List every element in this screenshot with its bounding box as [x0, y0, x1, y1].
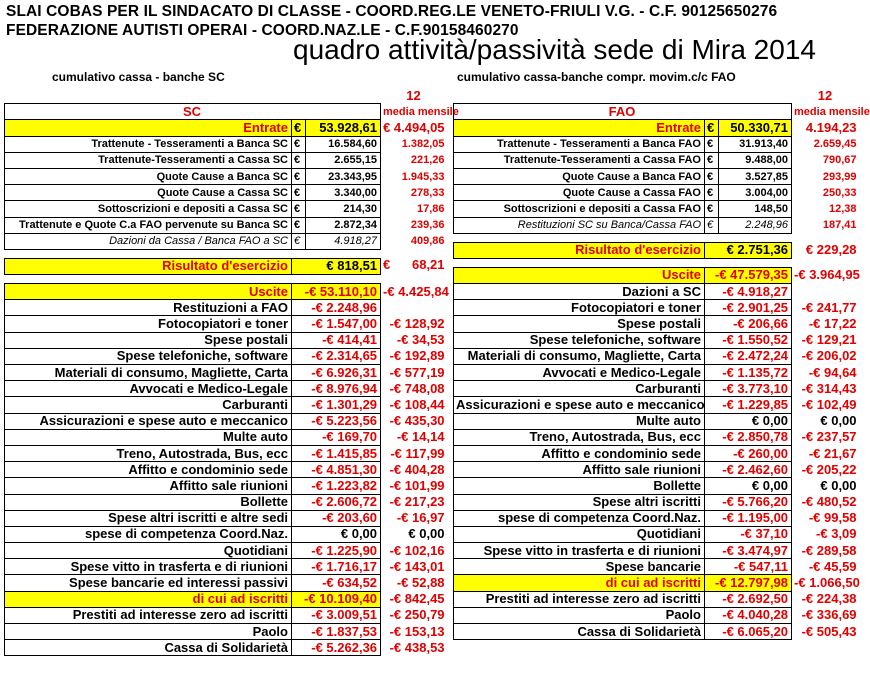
expense-value: -€ 2.850,78	[705, 429, 792, 445]
income-row	[5, 185, 448, 201]
expense-value: € 0,00	[292, 526, 381, 542]
income-label: Quote Cause a Cassa SC	[5, 185, 292, 201]
expense-row	[454, 332, 860, 348]
sub-label: Paolo	[454, 607, 705, 623]
income-media: 221,26	[410, 154, 445, 167]
expense-value: -€ 8.976,94	[292, 381, 381, 397]
expense-media: -€ 3,09	[816, 526, 857, 542]
expense-row	[5, 510, 448, 526]
expense-value: € 0,00	[705, 478, 792, 494]
spacer	[5, 275, 448, 284]
income-label: Quote Cause a Banca SC	[5, 168, 292, 184]
income-media: 239,36	[410, 219, 445, 232]
transfer-value: 2.248,96	[719, 217, 792, 233]
income-row	[5, 217, 448, 233]
uscite-label: Uscite	[454, 267, 705, 283]
expense-row	[454, 429, 860, 445]
currency-symbol: €	[705, 168, 719, 184]
expense-row	[454, 462, 860, 478]
expense-row	[5, 300, 448, 316]
expense-label: Affitto sale riunioni	[454, 462, 705, 478]
currency-symbol: €	[705, 152, 719, 168]
expense-value: -€ 547,11	[705, 559, 792, 575]
currency-symbol: €	[292, 120, 306, 136]
expense-media: -€ 480,52	[801, 494, 857, 510]
di-cui-row	[454, 575, 860, 591]
income-value: 214,30	[306, 201, 381, 217]
income-media: 17,86	[417, 202, 445, 215]
income-row	[454, 152, 860, 168]
expense-value: -€ 634,52	[292, 575, 381, 591]
income-media: 790,67	[822, 154, 857, 167]
uscite-row	[5, 284, 448, 300]
expense-label: Spese altri iscritti	[454, 494, 705, 510]
income-label: Sottoscrizioni e depositi a Cassa FAO	[454, 201, 705, 217]
entrate-label: Entrate	[5, 120, 292, 136]
expense-value: -€ 37,10	[705, 526, 792, 542]
expense-media: -€ 101,99	[389, 477, 445, 493]
expense-value: -€ 3.773,10	[705, 381, 792, 397]
expense-label: spese di competenza Coord.Naz.	[454, 510, 705, 526]
income-media: 293,99	[822, 170, 857, 183]
expense-media: -€ 192,89	[389, 348, 445, 364]
expense-label: Bollette	[5, 494, 292, 510]
expense-row	[5, 494, 448, 510]
currency-symbol: €	[705, 201, 719, 217]
spacer-row	[454, 258, 860, 267]
media-mensile-label: media mensile	[794, 105, 870, 118]
income-label: Trattenute e Quote C.a FAO pervenute su Banca SC	[5, 217, 292, 233]
currency-symbol: €	[292, 185, 306, 201]
transfer-media: 187,41	[822, 219, 857, 232]
entrate-row	[454, 120, 860, 136]
expense-media: -€ 16,97	[396, 510, 445, 526]
income-label: Trattenute - Tesseramenti a Banca SC	[5, 136, 292, 152]
expense-value: -€ 2.472,24	[705, 348, 792, 364]
entrate-label: Entrate	[454, 120, 705, 136]
sub-media: -€ 336,69	[801, 607, 857, 623]
currency-symbol: €	[705, 217, 719, 233]
di-cui-label: di cui ad iscritti	[5, 591, 292, 607]
uscite-media: -€ 4.425,84	[383, 283, 449, 299]
expense-label: Spese vitto in trasferta e di riunioni	[454, 543, 705, 559]
expense-value: -€ 1.135,72	[705, 365, 792, 381]
expense-label: Fotocopiatori e toner	[454, 300, 705, 316]
expense-media: -€ 108,44	[389, 396, 445, 412]
expense-row	[454, 381, 860, 397]
spacer	[454, 258, 860, 267]
expense-value: -€ 260,00	[705, 445, 792, 461]
income-value: 3.527,85	[719, 168, 792, 184]
expense-label: Carburanti	[5, 397, 292, 413]
expense-row	[5, 348, 448, 364]
spacer-row	[5, 275, 448, 284]
entrate-media: 4.194,23	[805, 119, 857, 135]
expense-media: -€ 748,08	[389, 380, 445, 396]
transfer-media: 409,86	[410, 235, 445, 248]
expense-media: -€ 577,19	[389, 364, 445, 380]
income-media: 12,38	[829, 202, 857, 215]
expense-media: -€ 314,43	[801, 380, 857, 396]
sub-media: -€ 505,43	[801, 623, 857, 639]
currency-symbol: €	[292, 152, 306, 168]
months-count: 12	[406, 87, 421, 103]
expense-media: -€ 99,58	[808, 510, 857, 526]
expense-value: -€ 414,41	[292, 332, 381, 348]
expense-label: Treno, Autostrada, Bus, ecc	[454, 429, 705, 445]
income-row	[454, 136, 860, 152]
risultato-value: € 2.751,36	[705, 242, 792, 258]
spacer	[5, 249, 448, 258]
expense-label: Affitto e condominio sede	[5, 462, 292, 478]
sub-value: -€ 6.065,20	[705, 624, 792, 640]
entrate-value: 50.330,71	[719, 120, 792, 136]
expense-media: -€ 45,59	[808, 558, 857, 574]
expense-value: -€ 1.229,85	[705, 397, 792, 413]
income-row	[454, 168, 860, 184]
income-media: 1.945,33	[401, 170, 445, 183]
cell	[454, 88, 792, 104]
currency-symbol: €	[383, 257, 391, 273]
entrate-media: € 4.494,05	[383, 119, 445, 135]
entrate-value: 53.928,61	[306, 120, 381, 136]
expense-label: spese di competenza Coord.Naz.	[5, 526, 292, 542]
expense-value: -€ 4.851,30	[292, 462, 381, 478]
income-label: Quote Cause a Cassa FAO	[454, 185, 705, 201]
income-row	[454, 185, 860, 201]
spacer-row	[5, 249, 448, 258]
expense-label: Bollette	[454, 478, 705, 494]
sub-media: -€ 224,38	[801, 591, 857, 607]
expense-media: -€ 289,58	[801, 542, 857, 558]
expense-value: -€ 1.195,00	[705, 510, 792, 526]
expense-value: -€ 2.606,72	[292, 494, 381, 510]
expense-row	[454, 510, 860, 526]
currency-symbol: €	[705, 185, 719, 201]
income-row	[454, 201, 860, 217]
sub-label: Prestiti ad interesse zero ad iscritti	[5, 607, 292, 623]
expense-label: Assicurazioni e spese auto e meccanico	[454, 397, 705, 413]
expense-value: -€ 2.901,25	[705, 300, 792, 316]
expense-value: -€ 1.301,29	[292, 397, 381, 413]
transfer-row	[5, 233, 448, 249]
expense-value: -€ 2.248,96	[292, 300, 381, 316]
expense-row	[5, 478, 448, 494]
income-label: Trattenute - Tesseramenti a Banca FAO	[454, 136, 705, 152]
expense-row	[5, 332, 448, 348]
expense-media: -€ 205,22	[801, 461, 857, 477]
expense-row	[454, 494, 860, 510]
expense-media: -€ 435,30	[389, 413, 445, 429]
expense-label: Spese postali	[5, 332, 292, 348]
expense-value: -€ 2.314,65	[292, 348, 381, 364]
column-header-row	[5, 104, 448, 120]
entrate-row	[5, 120, 448, 136]
risultato-value: € 818,51	[292, 258, 381, 274]
expense-value: -€ 206,66	[705, 316, 792, 332]
currency-symbol: €	[705, 120, 719, 136]
income-row	[5, 136, 448, 152]
section-head: FAO	[454, 104, 792, 120]
spacer	[454, 233, 860, 242]
expense-label: Spese postali	[454, 316, 705, 332]
expense-media: -€ 404,28	[389, 461, 445, 477]
page-title: quadro attività/passività sede di Mira 2014	[293, 34, 816, 65]
expense-row	[454, 413, 860, 429]
di-cui-row	[5, 591, 448, 607]
transfer-value: 4.918,27	[306, 233, 381, 249]
currency-symbol: €	[292, 201, 306, 217]
expense-media: -€ 52,88	[396, 575, 445, 591]
expense-label: Treno, Autostrada, Bus, ecc	[5, 445, 292, 461]
di-cui-media: -€ 842,45	[389, 591, 445, 607]
column-header-row	[454, 104, 860, 120]
sub-row	[5, 624, 448, 640]
sub-label: Cassa di Solidarietà	[5, 640, 292, 656]
currency-symbol: €	[705, 136, 719, 152]
expense-value: -€ 2.462,60	[705, 462, 792, 478]
risultato-label: Risultato d'esercizio	[5, 258, 292, 274]
expense-row	[454, 316, 860, 332]
expense-media: € 0,00	[408, 526, 445, 542]
expense-row	[5, 559, 448, 575]
income-row	[5, 201, 448, 217]
expense-label: Restituzioni a FAO	[5, 300, 292, 316]
sub-value: -€ 4.040,28	[705, 607, 792, 623]
sub-label: Cassa di Solidarietà	[454, 624, 705, 640]
expense-row	[454, 284, 860, 300]
sub-media: -€ 250,79	[389, 607, 445, 623]
expense-media	[381, 300, 448, 316]
expense-label: Quotidiani	[5, 543, 292, 559]
expense-media: -€ 129,21	[801, 332, 857, 348]
months-row	[454, 88, 860, 104]
expense-row	[454, 478, 860, 494]
income-media: 250,33	[822, 186, 857, 199]
expense-label: Spese bancarie	[454, 559, 705, 575]
income-row	[5, 168, 448, 184]
expense-media: -€ 143,01	[389, 558, 445, 574]
income-label: Sottoscrizioni e depositi a Cassa SC	[5, 201, 292, 217]
di-cui-media: -€ 1.066,50	[794, 575, 860, 591]
expense-label: Fotocopiatori e toner	[5, 316, 292, 332]
expense-row	[5, 429, 448, 445]
media-mensile-label: media mensile	[383, 105, 459, 118]
expense-label: Carburanti	[454, 381, 705, 397]
expense-row	[454, 397, 860, 413]
transfer-label: Restituzioni SC su Banca/Cassa FAO	[454, 217, 705, 233]
expense-row	[454, 559, 860, 575]
expense-value: -€ 1.716,17	[292, 559, 381, 575]
income-value: 148,50	[719, 201, 792, 217]
sub-row	[454, 607, 860, 623]
expense-row	[454, 348, 860, 364]
expense-label: Multe auto	[5, 429, 292, 445]
expense-value: -€ 1.547,00	[292, 316, 381, 332]
expense-label: Avvocati e Medico-Legale	[454, 365, 705, 381]
expense-label: Affitto sale riunioni	[5, 478, 292, 494]
expense-row	[5, 365, 448, 381]
risultato-row	[454, 242, 860, 258]
di-cui-value: -€ 12.797,98	[705, 575, 792, 591]
uscite-label: Uscite	[5, 284, 292, 300]
expense-label: Affitto e condominio sede	[454, 445, 705, 461]
expense-label: Spese altri iscritti e altre sedi	[5, 510, 292, 526]
uscite-value: -€ 47.579,35	[705, 267, 792, 283]
spacer-row	[454, 233, 860, 242]
expense-label: Quotidiani	[454, 526, 705, 542]
expense-label: Avvocati e Medico-Legale	[5, 381, 292, 397]
expense-media: -€ 217,23	[389, 494, 445, 510]
months-count: 12	[817, 87, 833, 103]
transfer-row	[454, 217, 860, 233]
expense-row	[5, 462, 448, 478]
expense-label: Spese telefoniche, software	[5, 348, 292, 364]
risultato-media: € 229,28	[805, 242, 857, 258]
sub-media: -€ 153,13	[389, 623, 445, 639]
risultato-media-value: 68,21	[411, 257, 445, 273]
uscite-row	[454, 267, 860, 283]
di-cui-value: -€ 10.109,40	[292, 591, 381, 607]
expense-row	[5, 316, 448, 332]
expense-media: -€ 237,57	[801, 429, 857, 445]
uscite-media: -€ 3.964,95	[794, 267, 860, 283]
currency-symbol: €	[292, 136, 306, 152]
expense-row	[5, 543, 448, 559]
transfer-label: Dazioni da Cassa / Banca FAO a SC	[5, 233, 292, 249]
sub-row	[454, 591, 860, 607]
sub-media: -€ 438,53	[389, 639, 445, 655]
cell	[5, 88, 381, 104]
expense-media: -€ 241,77	[801, 299, 857, 315]
sub-label: Prestiti ad interesse zero ad iscritti	[454, 591, 705, 607]
left-subtitle: cumulativo cassa - banche SC	[52, 70, 225, 84]
income-media: 278,33	[410, 186, 445, 199]
sub-row	[5, 607, 448, 623]
income-value: 23.343,95	[306, 168, 381, 184]
sub-row	[5, 640, 448, 656]
income-row	[5, 152, 448, 168]
income-value: 31.913,40	[719, 136, 792, 152]
expense-media: -€ 14,14	[396, 429, 445, 445]
risultato-row	[5, 258, 448, 274]
sub-label: Paolo	[5, 624, 292, 640]
currency-symbol: €	[292, 168, 306, 184]
expense-row	[5, 397, 448, 413]
expense-value: -€ 5.223,56	[292, 413, 381, 429]
expense-value: -€ 6.926,31	[292, 365, 381, 381]
expense-label: Materiali di consumo, Magliette, Carta	[454, 348, 705, 364]
income-label: Trattenute-Tesseramenti a Cassa FAO	[454, 152, 705, 168]
expense-media: -€ 117,99	[390, 445, 445, 461]
expense-value: -€ 169,70	[292, 429, 381, 445]
sub-value: -€ 1.837,53	[292, 624, 381, 640]
expense-media: € 0,00	[820, 413, 857, 429]
income-media: 2.659,45	[813, 138, 857, 151]
expense-label: Multe auto	[454, 413, 705, 429]
expense-row	[454, 543, 860, 559]
income-value: 2.655,15	[306, 152, 381, 168]
expense-media: € 0,00	[820, 477, 857, 493]
expense-label: Spese bancarie ed interessi passivi	[5, 575, 292, 591]
sub-value: -€ 3.009,51	[292, 607, 381, 623]
sub-value: -€ 5.262,36	[292, 640, 381, 656]
expense-label: Assicurazioni e spese auto e meccanico	[5, 413, 292, 429]
header-line-1: SLAI COBAS PER IL SINDACATO DI CLASSE - COORD.REG.LE VENETO-FRIULI V.G. - C.F. 90125650276	[6, 3, 778, 20]
expense-label: Dazioni a SC	[454, 284, 705, 300]
expense-media: -€ 128,92	[389, 316, 445, 332]
sub-row	[454, 624, 860, 640]
expense-value: -€ 1.225,90	[292, 543, 381, 559]
expense-row	[454, 445, 860, 461]
expense-row	[5, 381, 448, 397]
income-value: 2.872,34	[306, 217, 381, 233]
expense-label: Spese vitto in trasferta e di riunioni	[5, 559, 292, 575]
expense-media: -€ 102,16	[389, 542, 445, 558]
section-head: SC	[5, 104, 381, 120]
income-label: Quote Cause a Banca FAO	[454, 168, 705, 184]
expense-value: -€ 5.766,20	[705, 494, 792, 510]
expense-row	[454, 300, 860, 316]
income-value: 3.340,00	[306, 185, 381, 201]
currency-symbol: €	[292, 233, 306, 249]
income-value: 9.488,00	[719, 152, 792, 168]
expense-media: -€ 21,67	[808, 445, 857, 461]
expense-media	[792, 284, 860, 300]
currency-symbol: €	[292, 217, 306, 233]
fao-table	[453, 87, 870, 640]
income-label: Trattenute-Tesseramenti a Cassa SC	[5, 152, 292, 168]
sc-table	[4, 87, 459, 656]
di-cui-label: di cui ad iscritti	[454, 575, 705, 591]
expense-row	[5, 445, 448, 461]
expense-value: -€ 1.223,82	[292, 478, 381, 494]
risultato-label: Risultato d'esercizio	[454, 242, 705, 258]
expense-media: -€ 94,64	[808, 364, 857, 380]
expense-value: -€ 4.918,27	[705, 284, 792, 300]
income-value: 3.004,00	[719, 185, 792, 201]
expense-media: -€ 17,22	[808, 316, 857, 332]
risultato-media	[381, 258, 448, 273]
expense-media: -€ 206,02	[801, 348, 857, 364]
income-value: 16.584,60	[306, 136, 381, 152]
expense-row	[454, 365, 860, 381]
expense-row	[5, 413, 448, 429]
uscite-value: -€ 53.110,10	[292, 284, 381, 300]
expense-value: -€ 203,60	[292, 510, 381, 526]
expense-value: -€ 3.474,97	[705, 543, 792, 559]
right-subtitle: cumulativo cassa-banche compr. movim.c/c FAO	[457, 70, 736, 84]
expense-media: -€ 34,53	[396, 332, 445, 348]
expense-value: -€ 1.415,85	[292, 445, 381, 461]
expense-row	[454, 526, 860, 542]
expense-row	[5, 575, 448, 591]
expense-row	[5, 526, 448, 542]
header-line-2: FEDERAZIONE AUTISTI OPERAI - COORD.NAZ.LE - C.F.90158460270	[6, 22, 519, 39]
expense-media: -€ 102,49	[801, 396, 857, 412]
months-row	[5, 88, 448, 104]
expense-value: -€ 1.550,52	[705, 332, 792, 348]
expense-label: Materiali di consumo, Magliette, Carta	[5, 365, 292, 381]
expense-label: Spese telefoniche, software	[454, 332, 705, 348]
expense-value: € 0,00	[705, 413, 792, 429]
sub-value: -€ 2.692,50	[705, 591, 792, 607]
income-media: 1.382,05	[401, 138, 445, 151]
